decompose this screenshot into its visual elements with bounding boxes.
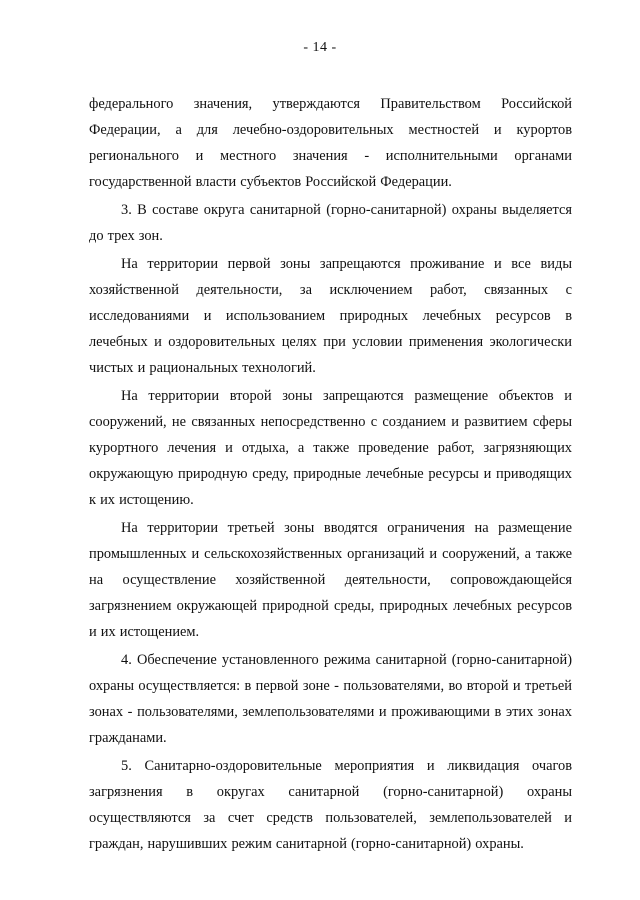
paragraph-zone-2: На территории второй зоны запрещаются размещение объектов и сооружений, не связанных непосредственно с созданием и развитием сферы курортного лечения и отдыха, а также проведение работ, загрязняющих окружающую природную среду, природные лечебные ресурсы и приводящих к их истощению. <box>89 388 572 508</box>
document-body <box>89 91 572 857</box>
page-number: - 14 - <box>303 40 337 55</box>
paragraph-item-5: 5. Санитарно-оздоровительные мероприятия и ликвидация очагов загрязнения в округах санитарной (горно-санитарной) охраны осуществляются за счет средств пользователей, землепользователей и граждан, нарушивших режим санитарной (горно-санитарной) охраны. <box>89 758 572 852</box>
paragraph-item-3: 3. В составе округа санитарной (горно-санитарной) охраны выделяется до трех зон. <box>89 202 572 244</box>
paragraph-zone-3: На территории третьей зоны вводятся ограничения на размещение промышленных и сельскохозяйственных организаций и сооружений, а также на осуществление хозяйственной деятельности, сопровождающейся загрязнением окружающей природной среды, природных лечебных ресурсов и их истощением. <box>89 520 572 640</box>
paragraph-continuation: федерального значения, утверждаются Правительством Российской Федерации, а для лечебно-оздоровительных местностей и курортов регионального и местного значения - исполнительными органами государственной власти субъектов Российской Федерации. <box>89 96 572 190</box>
paragraph-item-4: 4. Обеспечение установленного режима санитарной (горно-санитарной) охраны осуществляется: в первой зоне - пользователями, во второй и третьей зонах - пользователями, землепользователями и проживающими в этих зонах гражданами. <box>89 652 572 746</box>
paragraph-zone-1: На территории первой зоны запрещаются проживание и все виды хозяйственной деятельности, за исключением работ, связанных с исследованиями и использованием природных лечебных ресурсов в лечебных и оздоровительных целях при условии применения экологически чистых и рациональных технологий. <box>89 256 572 376</box>
